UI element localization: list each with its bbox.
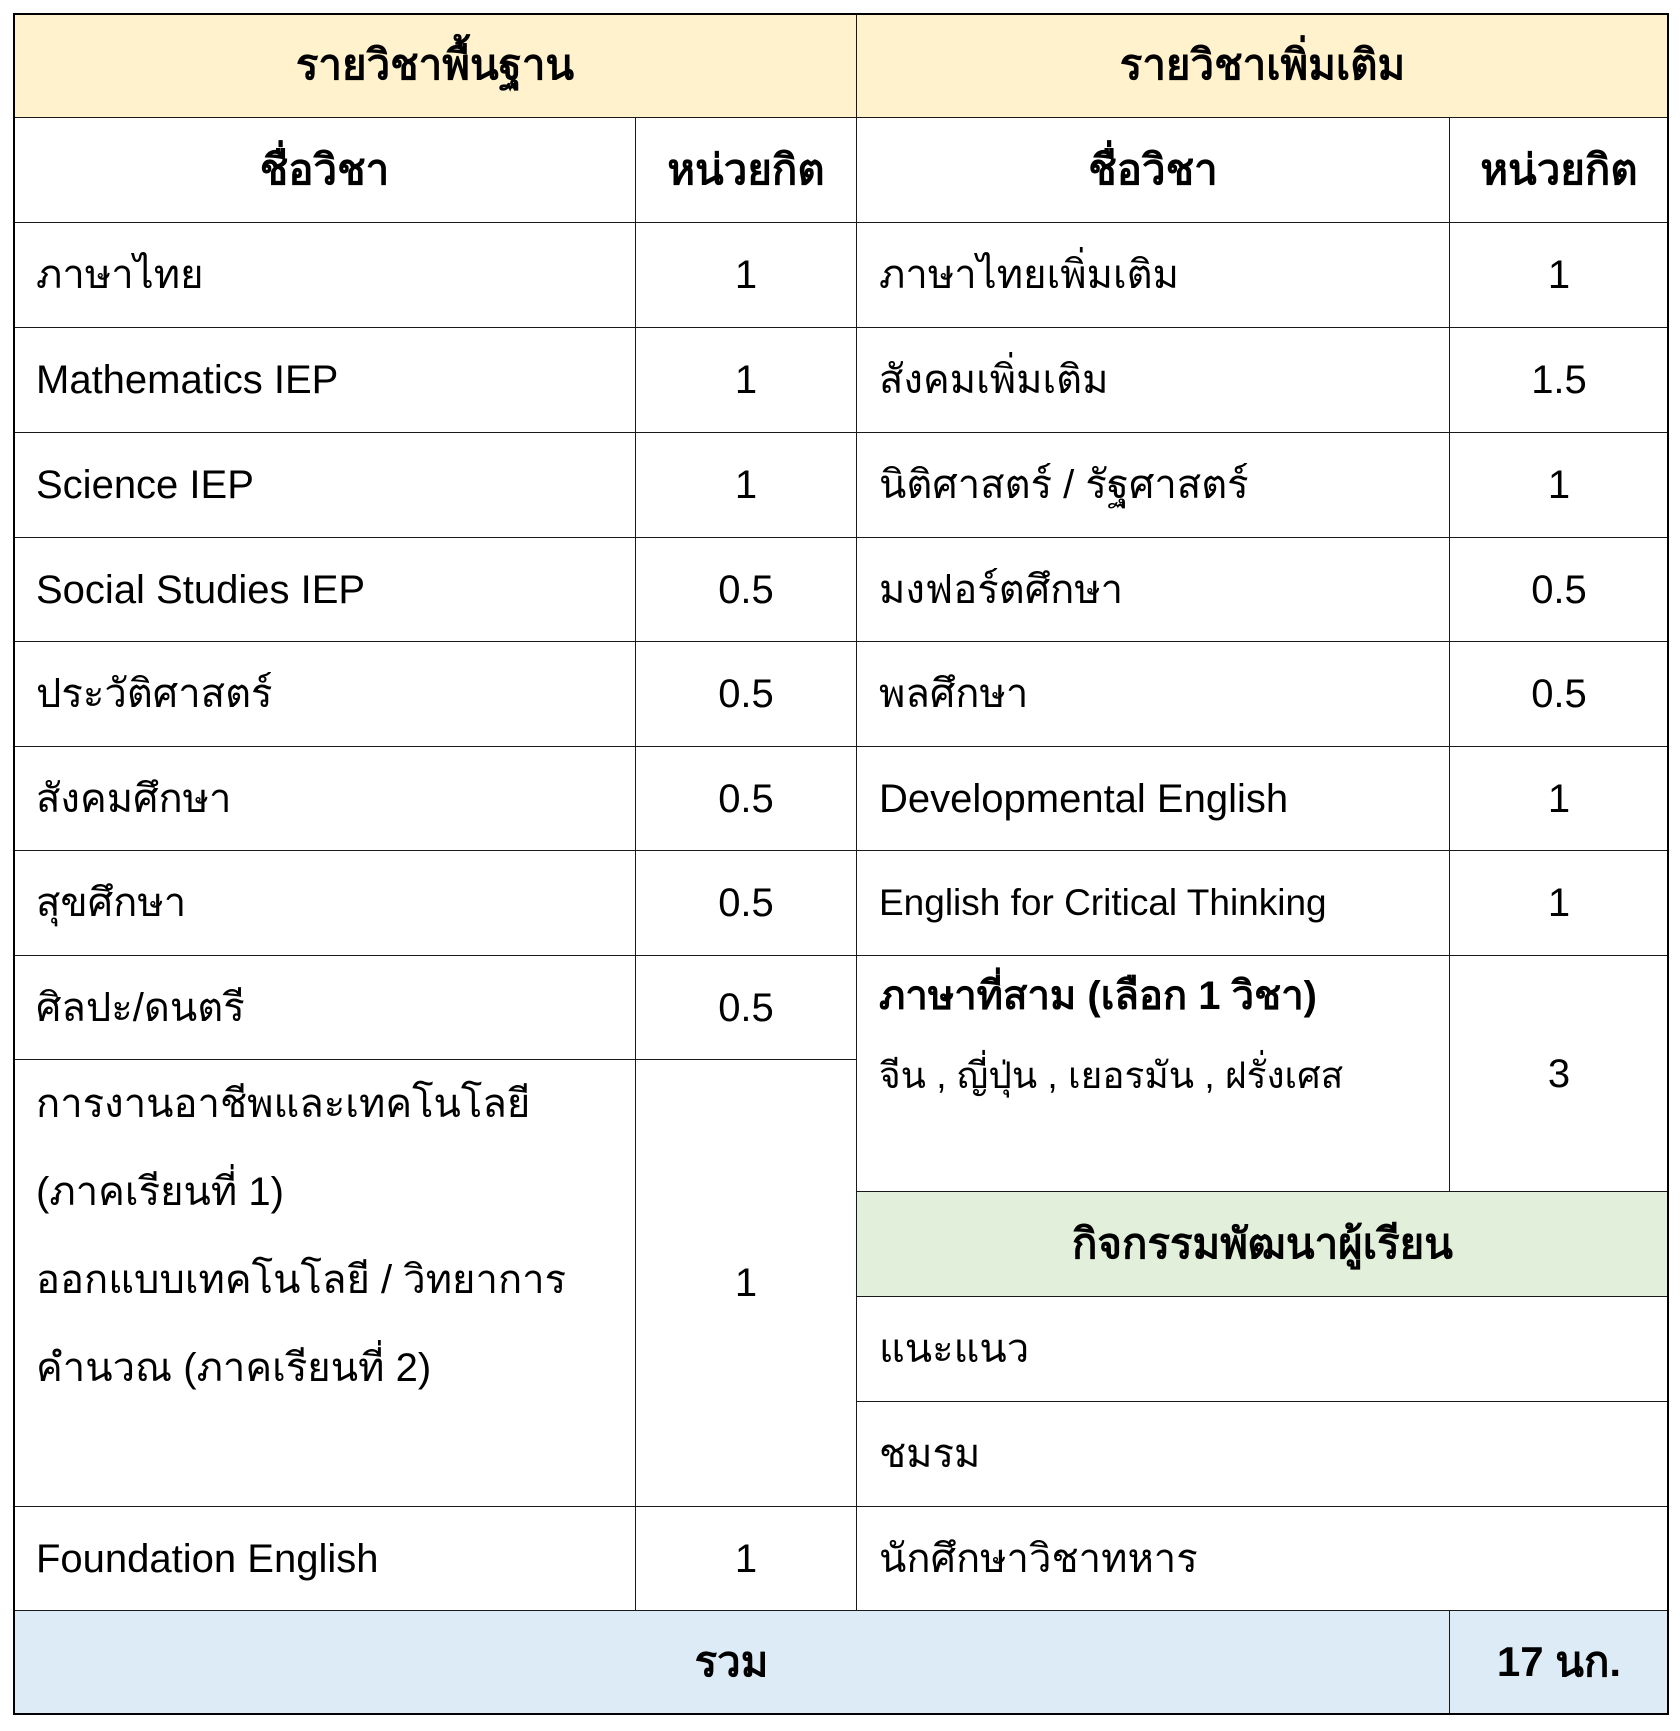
total-value: 17 นก.	[1496, 1638, 1622, 1686]
subject-label: พลศึกษา	[879, 672, 1029, 716]
core-col-credit-header	[635, 117, 857, 223]
column-label: หน่วยกิต	[1480, 145, 1638, 193]
core-subject-name	[13, 746, 636, 851]
core-subject-name	[13, 222, 636, 328]
elective-subject-name	[856, 432, 1450, 538]
elective-col-name-header	[856, 117, 1450, 223]
credit-value: 0.5	[718, 776, 774, 821]
core-subject-name	[13, 432, 636, 538]
credit-value: 3	[1547, 1051, 1571, 1096]
elective-subject-credit	[1449, 746, 1669, 851]
core-subject-name	[13, 1059, 636, 1507]
subject-label-line: ออกแบบเทคโนโลยี / วิทยาการ	[36, 1258, 567, 1302]
elective-subject-name	[856, 222, 1450, 328]
subject-label: Foundation English	[36, 1536, 379, 1581]
activity-item	[856, 1296, 1669, 1402]
credit-value: 1	[1547, 253, 1571, 297]
third-language-title: ภาษาที่สาม (เลือก 1 วิชา)	[879, 974, 1317, 1018]
column-label: ชื่อวิชา	[259, 145, 390, 193]
elective-subject-name	[856, 327, 1450, 433]
activity-item	[856, 1506, 1669, 1611]
elective-subject-credit	[1449, 222, 1669, 328]
elective-col-credit-header	[1449, 117, 1669, 223]
subject-label: ภาษาไทย	[36, 253, 204, 297]
credit-value: 0.5	[718, 672, 774, 716]
credit-value: 1	[1547, 776, 1571, 821]
subject-label-line: คำนวณ (ภาคเรียนที่ 2)	[36, 1346, 432, 1390]
subject-label: ศิลปะ/ดนตรี	[36, 985, 245, 1030]
elective-subject-credit	[1449, 955, 1669, 1192]
subject-label-line: (ภาคเรียนที่ 1)	[36, 1170, 284, 1214]
core-subject-credit	[635, 327, 857, 433]
credit-value: 1	[734, 358, 758, 402]
subject-label: นิติศาสตร์ / รัฐศาสตร์	[879, 463, 1249, 507]
core-subject-name	[13, 641, 636, 747]
credit-value: 0.5	[1531, 672, 1587, 716]
column-label: ชื่อวิชา	[1088, 145, 1218, 193]
activity-label: แนะแนว	[879, 1327, 1030, 1371]
third-language-options: จีน , ญี่ปุ่น , เยอรมัน , ฝรั่งเศส	[879, 1055, 1344, 1096]
credit-value: 1	[734, 253, 758, 297]
subject-label-line: การงานอาชีพและเทคโนโลยี	[36, 1082, 531, 1126]
activity-label: นักศึกษาวิชาทหาร	[879, 1536, 1198, 1581]
subject-label: Social Studies IEP	[36, 567, 366, 612]
credit-value: 1	[734, 463, 758, 507]
activities-header	[856, 1191, 1669, 1297]
elective-subject-name	[856, 641, 1450, 747]
core-subject-credit	[635, 432, 857, 538]
subject-label: ประวัติศาสตร์	[36, 672, 273, 716]
elective-subject-name	[856, 537, 1450, 642]
elective-subject-credit	[1449, 432, 1669, 538]
total-label-cell	[13, 1610, 1450, 1715]
elective-subject-credit	[1449, 641, 1669, 747]
subject-label: สุขศึกษา	[36, 881, 187, 925]
core-subject-credit	[635, 641, 857, 747]
elective-subject-credit	[1449, 850, 1669, 956]
core-subject-credit	[635, 746, 857, 851]
activities-title: กิจกรรมพัฒนาผู้เรียน	[1071, 1219, 1454, 1267]
subject-label: ภาษาไทยเพิ่มเติม	[879, 253, 1179, 297]
subject-label: มงฟอร์ตศึกษา	[879, 567, 1124, 612]
credit-value: 1	[1547, 463, 1571, 507]
core-subject-name	[13, 850, 636, 956]
core-subjects-header	[13, 13, 857, 118]
core-subject-name	[13, 537, 636, 642]
core-subject-name	[13, 955, 636, 1060]
core-subject-credit	[635, 850, 857, 956]
credit-value: 0.5	[718, 881, 774, 925]
credit-value: 0.5	[718, 567, 774, 612]
core-col-name-header	[13, 117, 636, 223]
subject-label: สังคมเพิ่มเติม	[879, 358, 1109, 402]
column-label: หน่วยกิต	[667, 145, 825, 193]
credit-value: 1.5	[1531, 358, 1587, 402]
elective-subject-name	[856, 850, 1450, 956]
core-subject-name	[13, 327, 636, 433]
subject-label: Science IEP	[36, 463, 254, 507]
core-subjects-title: รายวิชาพื้นฐาน	[295, 41, 575, 89]
third-language-cell	[856, 955, 1450, 1192]
core-subject-credit	[635, 955, 857, 1060]
total-value-cell	[1449, 1610, 1669, 1715]
elective-subject-name	[856, 746, 1450, 851]
activity-item	[856, 1401, 1669, 1507]
credit-value: 0.5	[1531, 567, 1587, 612]
elective-subjects-header	[856, 13, 1669, 118]
subject-label: สังคมศึกษา	[36, 776, 232, 821]
credit-value: 1	[734, 1261, 758, 1305]
core-subject-credit	[635, 537, 857, 642]
credit-value: 0.5	[718, 985, 774, 1030]
credit-value: 1	[734, 1536, 758, 1581]
elective-subject-credit	[1449, 537, 1669, 642]
core-subject-credit	[635, 1506, 857, 1611]
core-subject-name	[13, 1506, 636, 1611]
subject-label: Developmental English	[879, 776, 1289, 821]
elective-subject-credit	[1449, 327, 1669, 433]
credit-value: 1	[1547, 881, 1571, 925]
subject-label: English for Critical Thinking	[879, 881, 1327, 923]
core-subject-credit	[635, 222, 857, 328]
subject-label: Mathematics IEP	[36, 358, 339, 402]
core-subject-credit	[635, 1059, 857, 1507]
activity-label: ชมรม	[879, 1432, 981, 1476]
elective-subjects-title: รายวิชาเพิ่มเติม	[1119, 41, 1406, 89]
total-label: รวม	[694, 1638, 769, 1686]
